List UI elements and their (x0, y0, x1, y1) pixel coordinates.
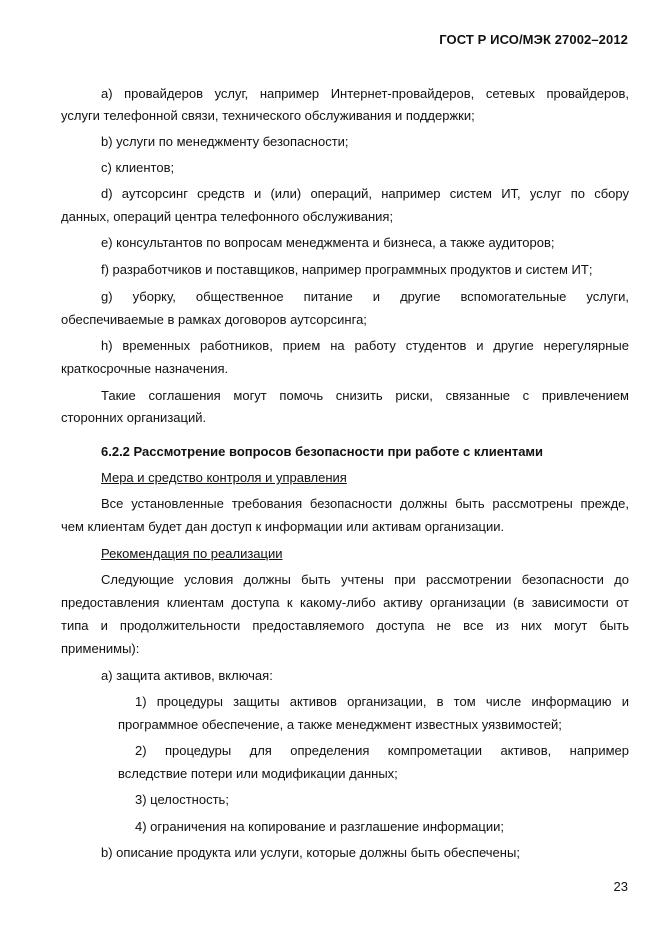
subitem-1-cont: программное обеспечение, а также менеджмент известных уязвимостей; (118, 717, 562, 732)
condition-b: b) описание продукта или услуги, которые должны быть обеспечены; (101, 845, 520, 860)
control-paragraph: Все установленные требования безопасности должны быть рассмотрены прежде, (101, 496, 629, 511)
list-item-d-cont: данных, операций центра телефонного обслуживания; (61, 209, 394, 224)
guidance-paragraph-line3: типа и продолжительности предоставляемого доступа не все из них могут быть (61, 618, 629, 633)
list-item-g: g) уборку, общественное питание и другие вспомогательные услуги, (101, 289, 629, 304)
guidance-subheading-text: Рекомендация по реализации (101, 546, 283, 561)
subitem-1: 1) процедуры защиты активов организации, в том числе информацию и (135, 694, 629, 709)
paragraph-agreements: Такие соглашения могут помочь снизить риски, связанные с привлечением (101, 388, 629, 403)
control-paragraph-cont: чем клиентам будет дан доступ к информации или активам организации. (61, 519, 505, 534)
control-subheading (101, 470, 629, 486)
paragraph-agreements-cont: сторонних организаций. (61, 410, 207, 425)
subitem-3: 3) целостность; (135, 792, 229, 807)
list-item-a-cont: услуги телефонной связи, технического обслуживания и поддержки; (61, 108, 475, 123)
control-subheading-text: Мера и средство контроля и управления (101, 470, 347, 485)
list-item-h-cont: краткосрочные назначения. (61, 361, 229, 376)
condition-a: a) защита активов, включая: (101, 668, 273, 683)
guidance-paragraph-line4: применимы): (61, 641, 140, 656)
guidance-subheading (101, 546, 629, 562)
page-number: 23 (613, 879, 628, 894)
list-item-b: b) услуги по менеджменту безопасности; (101, 134, 349, 149)
subitem-4: 4) ограничения на копирование и разглашение информации; (135, 819, 504, 834)
subitem-2: 2) процедуры для определения компрометации активов, например (135, 743, 629, 758)
standard-header: ГОСТ Р ИСО/МЭК 27002–2012 (439, 32, 628, 47)
section-heading: 6.2.2 Рассмотрение вопросов безопасности при работе с клиентами (101, 444, 544, 459)
list-item-g-cont: обеспечиваемые в рамках договоров аутсорсинга; (61, 312, 367, 327)
list-item-c: c) клиентов; (101, 160, 175, 175)
guidance-paragraph: Следующие условия должны быть учтены при рассмотрении безопасности до (101, 572, 629, 587)
list-item-d: d) аутсорсинг средств и (или) операций, например систем ИТ, услуг по сбору (101, 186, 629, 201)
list-item-e: e) консультантов по вопросам менеджмента и бизнеса, а также аудиторов; (101, 235, 555, 250)
subitem-2-cont: вследствие потери или модификации данных; (118, 766, 398, 781)
list-item-h: h) временных работников, прием на работу студентов и другие нерегулярные (101, 338, 629, 353)
guidance-paragraph-line2: предоставления клиентам доступа к какому-либо активу организации (в зависимости от (61, 595, 629, 610)
list-item-f: f) разработчиков и поставщиков, например программных продуктов и систем ИТ; (101, 262, 593, 277)
list-item-a: a) провайдеров услуг, например Интернет-провайдеров, сетевых провайдеров, (101, 86, 629, 101)
